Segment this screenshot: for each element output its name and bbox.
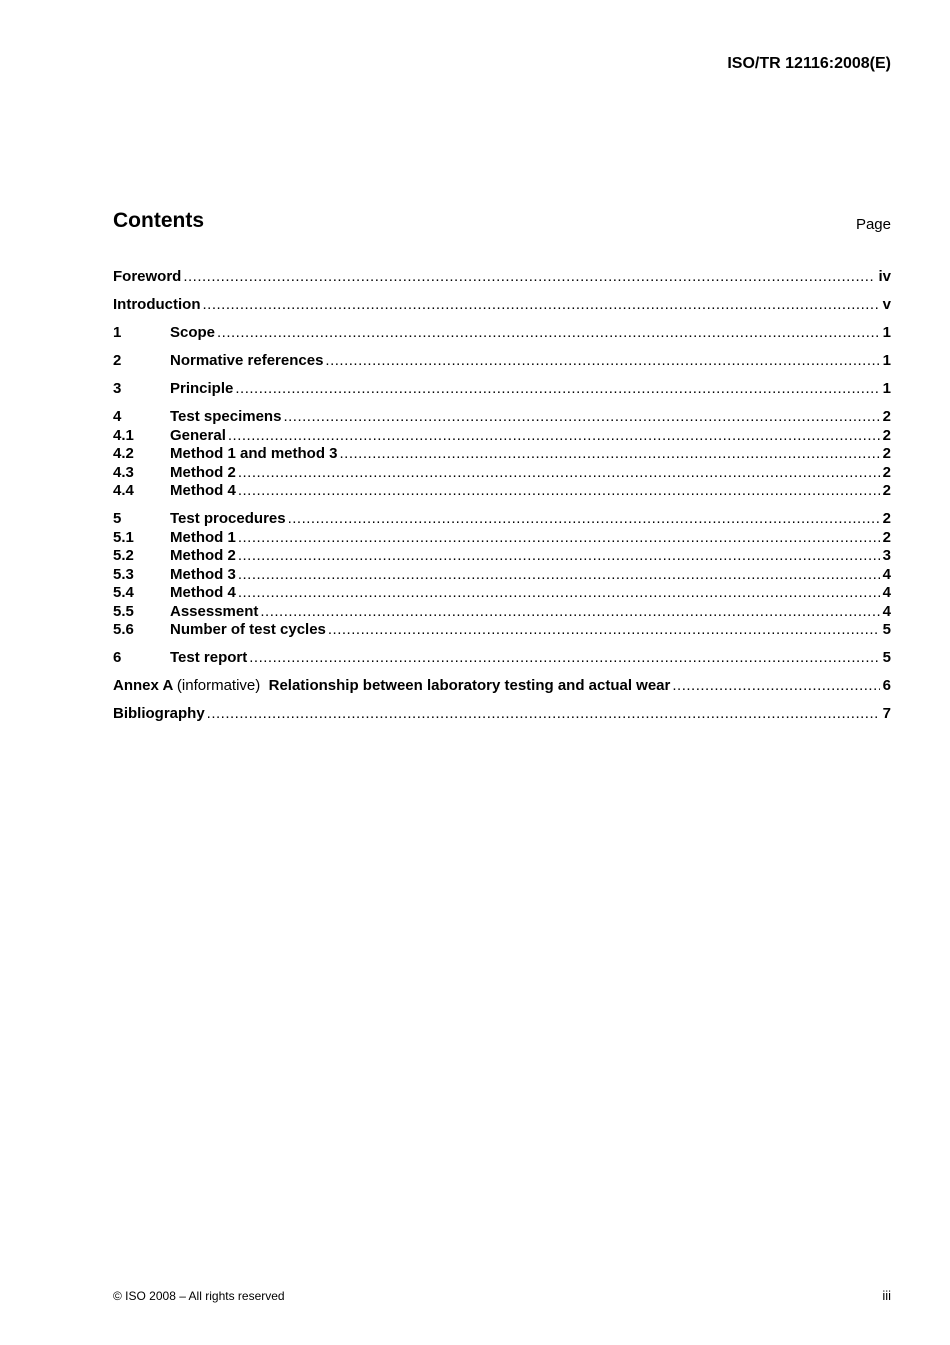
toc-entry-page: 2 — [882, 482, 891, 499]
toc-entry-page: 2 — [882, 510, 891, 527]
annex-label: Annex A — [113, 677, 173, 694]
toc-leader-dots — [238, 464, 880, 483]
toc-group-4 — [113, 408, 891, 501]
toc-entry-page: 4 — [882, 602, 891, 620]
toc-entry-procedure-method-4[interactable] — [113, 584, 891, 603]
toc-leader-dots — [207, 705, 880, 724]
annex-informative-note: (informative) — [176, 677, 261, 694]
toc-leader-dots — [202, 296, 879, 315]
toc-entry-general[interactable] — [113, 427, 891, 446]
toc-entry-test-specimens[interactable] — [113, 408, 891, 427]
toc-entry-title: Scope — [170, 324, 216, 341]
toc-leader-dots — [228, 427, 880, 446]
toc-leader-dots — [235, 380, 879, 399]
toc-entry-number: 5.1 — [113, 528, 134, 546]
toc-entry-number: 6 — [113, 649, 122, 666]
toc-entry-method-1-and-3[interactable] — [113, 445, 891, 464]
toc-group-6 — [113, 649, 891, 668]
toc-leader-dots — [238, 529, 880, 548]
toc-entry-title: Introduction — [113, 296, 201, 313]
toc-leader-dots — [260, 603, 879, 622]
toc-entry-normative-references[interactable] — [113, 352, 891, 371]
toc-entry-page: 1 — [882, 324, 891, 341]
toc-entry-title: Principle — [170, 380, 234, 397]
toc-entry-assessment[interactable] — [113, 603, 891, 622]
toc-entry-title — [113, 677, 672, 696]
toc-leader-dots — [249, 649, 879, 668]
page-column-label: Page — [855, 216, 891, 233]
toc-entry-title: Method 2 — [170, 463, 236, 481]
toc-entry-number: 4.2 — [113, 445, 134, 462]
toc-entry-page: 2 — [882, 408, 891, 425]
toc-entry-title: Method 1 — [170, 528, 236, 546]
toc-entry-title: Method 4 — [170, 584, 236, 601]
toc-leader-dots — [672, 677, 879, 696]
toc-entry-specimen-method-2[interactable] — [113, 464, 891, 483]
toc-entry-title: Test report — [170, 649, 248, 666]
toc-entry-introduction[interactable] — [113, 296, 891, 315]
toc-entry-page: v — [882, 296, 891, 313]
toc-entry-page: 4 — [882, 565, 891, 583]
toc-entry-title: Assessment — [170, 602, 259, 620]
toc-leader-dots — [238, 566, 880, 585]
toc-group-2 — [113, 352, 891, 371]
toc-entry-foreword[interactable] — [113, 268, 891, 287]
toc-group-foreword — [113, 268, 891, 287]
toc-group-bibliography — [113, 705, 891, 724]
toc-entry-page: 5 — [882, 621, 891, 638]
toc-entry-page: 2 — [882, 445, 891, 462]
toc-leader-dots — [325, 352, 879, 371]
footer-page-number: iii — [882, 1288, 891, 1303]
toc-entry-scope[interactable] — [113, 324, 891, 343]
toc-entry-number: 5.2 — [113, 547, 134, 564]
toc-leader-dots — [283, 408, 879, 427]
toc-entry-title: Method 1 and method 3 — [170, 445, 338, 462]
toc-entry-procedure-method-3[interactable] — [113, 566, 891, 585]
table-of-contents — [113, 268, 891, 733]
toc-leader-dots — [183, 268, 875, 287]
toc-entry-test-procedures[interactable] — [113, 510, 891, 529]
toc-entry-test-report[interactable] — [113, 649, 891, 668]
toc-entry-number-of-test-cycles[interactable] — [113, 621, 891, 640]
toc-leader-dots — [328, 621, 880, 640]
toc-leader-dots — [288, 510, 880, 529]
toc-entry-number: 4.3 — [113, 463, 134, 481]
toc-entry-bibliography[interactable] — [113, 705, 891, 724]
toc-entry-annex-a[interactable] — [113, 677, 891, 696]
toc-leader-dots — [238, 584, 880, 603]
contents-heading: Contents — [113, 209, 204, 232]
document-id: ISO/TR 12116:2008(E) — [727, 55, 891, 72]
annex-title: Relationship between laboratory testing and actual wear — [268, 677, 671, 694]
toc-entry-title: Normative references — [170, 352, 324, 369]
toc-entry-page: 1 — [882, 352, 891, 369]
toc-entry-title: Test procedures — [170, 510, 286, 527]
toc-entry-number: 1 — [113, 324, 122, 341]
toc-entry-page: 3 — [882, 547, 891, 564]
toc-entry-procedure-method-1[interactable] — [113, 529, 891, 548]
footer-copyright: © ISO 2008 – All rights reserved — [113, 1289, 285, 1303]
toc-entry-number: 4 — [113, 408, 122, 425]
toc-entry-number: 5.6 — [113, 621, 134, 638]
toc-leader-dots — [340, 445, 880, 464]
toc-entry-number: 5.4 — [113, 584, 134, 601]
toc-entry-page: 5 — [882, 649, 891, 666]
toc-entry-title: Bibliography — [113, 705, 205, 722]
toc-group-3 — [113, 380, 891, 399]
toc-entry-number: 4.1 — [113, 426, 134, 444]
toc-entry-number: 4.4 — [113, 482, 134, 499]
toc-entry-principle[interactable] — [113, 380, 891, 399]
toc-entry-page: 2 — [882, 426, 891, 444]
toc-entry-title: Test specimens — [170, 408, 282, 425]
toc-entry-number: 5 — [113, 510, 122, 527]
toc-entry-title: General — [170, 426, 226, 444]
toc-entry-title: Foreword — [113, 268, 182, 285]
toc-group-1 — [113, 324, 891, 343]
toc-entry-title: Method 4 — [170, 482, 236, 499]
toc-leader-dots — [238, 482, 880, 501]
toc-group-5 — [113, 510, 891, 640]
toc-entry-title: Number of test cycles — [170, 621, 326, 638]
toc-entry-title: Method 2 — [170, 547, 236, 564]
toc-entry-page: 6 — [882, 677, 891, 694]
toc-entry-title: Method 3 — [170, 565, 236, 583]
toc-leader-dots — [238, 547, 880, 566]
toc-leader-dots — [217, 324, 880, 343]
toc-group-annex-a — [113, 677, 891, 696]
toc-group-introduction — [113, 296, 891, 315]
toc-entry-page: iv — [878, 268, 891, 285]
toc-entry-page: 2 — [882, 528, 891, 546]
toc-entry-procedure-method-2[interactable] — [113, 547, 891, 566]
toc-entry-number: 5.3 — [113, 565, 134, 583]
toc-entry-page: 7 — [882, 705, 891, 722]
toc-entry-page: 2 — [882, 463, 891, 481]
toc-entry-page: 4 — [882, 584, 891, 601]
toc-entry-number: 5.5 — [113, 602, 134, 620]
toc-entry-page: 1 — [882, 380, 891, 397]
toc-entry-number: 2 — [113, 352, 122, 369]
toc-entry-specimen-method-4[interactable] — [113, 482, 891, 501]
toc-entry-number: 3 — [113, 380, 122, 397]
